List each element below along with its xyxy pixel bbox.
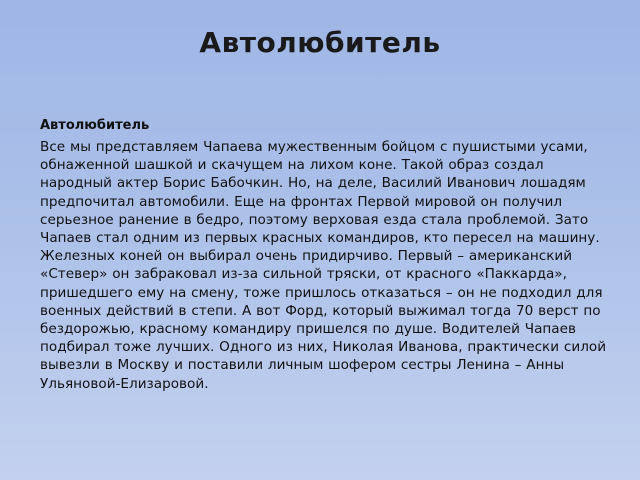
content-heading: Автолюбитель — [40, 118, 150, 133]
slide-title: Автолюбитель — [199, 26, 441, 59]
slide-content — [40, 117, 608, 393]
content-paragraph: Все мы представляем Чапаева мужественным бойцом с пушистыми усами, обнаженной шашкой и скачущем на лихом коне. Такой образ создал народный актер Борис Бабочкин. Но, на деле, Василий Иванович лошадям предпочитал автомобили. Еще на фронтах Первой мировой он получил серьезное ранение в бедро, поэтому верховая езда стала проблемой. Зато Чапаев стал одним из первых красных командиров, кто пересел на машину. Железных коней он выбирал очень придирчиво. Первый – американский «Стевер» он забраковал из-за сильной тряски, от красного «Паккарда», пришедшего ему на смену, тоже пришлось отказаться – он не подходил для военных действий в степи. А вот Форд, который выжимал тогда 70 верст по бездорожью, красному командиру пришелся по душе. Водителей Чапаев подбирал тоже лучших. Одного из них, Николая Иванова, практически силой вывезли в Москву и поставили личным шофером сестры Ленина – Анны Ульяновой-Елизаровой. — [40, 139, 607, 392]
